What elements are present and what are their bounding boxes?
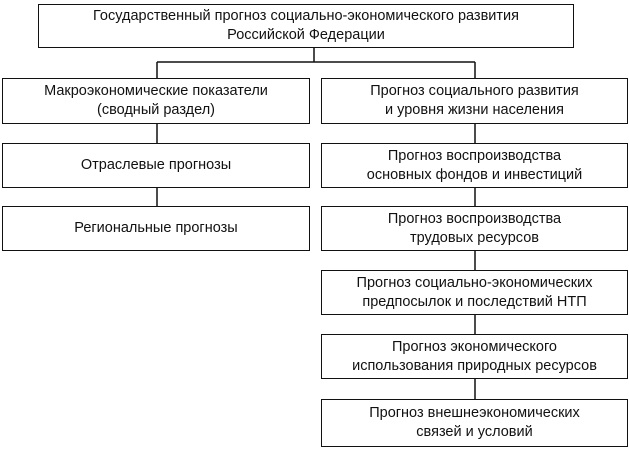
ntp-consequences-line-2: предпосылок и последствий НТП: [362, 293, 587, 310]
root-line-1: Государственный прогноз социально-экономического развития: [93, 8, 519, 24]
ntp-consequences-line-1: Прогноз социально-экономических: [356, 274, 593, 291]
fixed-assets-box: [321, 143, 628, 188]
macro-indicators-line-2: (сводный раздел): [96, 102, 215, 118]
ntp-consequences-box: [321, 270, 628, 315]
sector-forecasts-label: Отраслевые прогнозы: [80, 157, 232, 173]
foreign-economic-line-2: связей и условий: [416, 424, 533, 440]
regional-forecasts-label: Региональные прогнозы: [74, 220, 238, 236]
fixed-assets-line-1: Прогноз воспроизводства: [387, 147, 562, 164]
foreign-economic-box: [321, 399, 628, 447]
foreign-economic-line-1: Прогноз внешнеэкономических: [369, 405, 580, 421]
root-line-2: Российской Федерации: [227, 27, 385, 43]
root-box: [38, 4, 574, 48]
macro-indicators-box: [2, 78, 310, 124]
fixed-assets-line-2: основных фондов и инвестиций: [366, 166, 583, 183]
natural-resources-line-2: использования природных ресурсов: [352, 357, 597, 374]
macro-indicators-line-1: Макроэкономические показатели: [44, 83, 268, 99]
regional-forecasts-box: [2, 206, 310, 251]
labor-resources-line-1: Прогноз воспроизводства: [387, 210, 562, 227]
social-development-box: [321, 78, 628, 124]
sector-forecasts-box: [2, 143, 310, 188]
natural-resources-line-1: Прогноз экономического: [391, 338, 557, 355]
labor-resources-line-2: трудовых ресурсов: [410, 229, 539, 246]
natural-resources-box: [321, 334, 628, 379]
social-development-line-2: и уровня жизни населения: [385, 102, 564, 118]
social-development-line-1: Прогноз социального развития: [370, 83, 579, 99]
labor-resources-box: [321, 206, 628, 251]
